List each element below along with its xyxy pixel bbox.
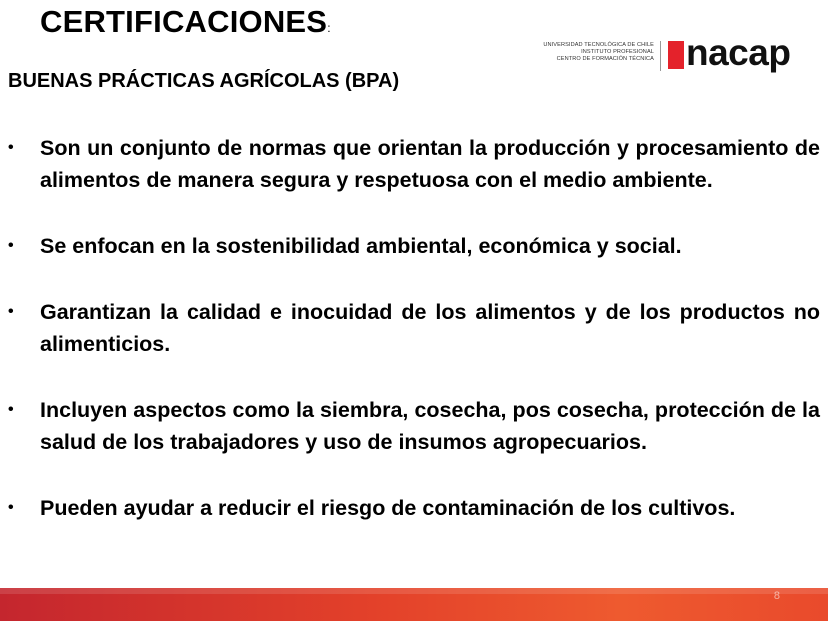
bullet-item — [8, 296, 820, 360]
logo-line-university: UNIVERSIDAD TECNOLÓGICA DE CHILE — [543, 42, 654, 48]
bullet-dot-icon: • — [8, 303, 14, 320]
bullet-list — [8, 132, 820, 558]
bullet-text: Se enfocan en la sostenibilidad ambiental, económica y social. — [40, 234, 682, 258]
logo-line-cft: CENTRO DE FORMACIÓN TÉCNICA — [556, 56, 654, 62]
slide-title-text: CERTIFICACIONES — [40, 4, 328, 39]
slide-title-colon: : — [327, 21, 331, 35]
bullet-dot-icon: • — [8, 401, 14, 418]
footer-band — [0, 588, 828, 621]
bullet-text: Incluyen aspectos como la siembra, cosecha, pos cosecha, protección de la salud de los trabajadores y uso de insumos agropecuarios. — [40, 398, 820, 454]
inacap-logo — [536, 32, 798, 78]
bullet-item — [8, 394, 820, 458]
bullet-dot-icon: • — [8, 237, 14, 254]
bullet-text: Son un conjunto de normas que orientan la producción y procesamiento de alimentos de manera segura y respetuosa con el medio ambiente. — [40, 136, 820, 192]
logo-separator — [660, 41, 661, 71]
logo-red-mark-icon — [668, 41, 684, 69]
bullet-item — [8, 132, 820, 196]
bullet-text: Garantizan la calidad e inocuidad de los alimentos y de los productos no alimenticios. — [40, 300, 820, 356]
bullet-text: Pueden ayudar a reducir el riesgo de contaminación de los cultivos. — [40, 496, 736, 520]
bullet-item — [8, 230, 820, 262]
slide-title — [40, 4, 331, 40]
bullet-item — [8, 492, 820, 524]
logo-line-institute: INSTITUTO PROFESIONAL — [581, 49, 654, 55]
logo-institution-lines — [536, 42, 654, 63]
bullet-dot-icon: • — [8, 499, 14, 516]
slide-subtitle: BUENAS PRÁCTICAS AGRÍCOLAS (BPA) — [8, 70, 400, 92]
page-number: 8 — [773, 590, 780, 602]
bullet-dot-icon: • — [8, 139, 14, 156]
logo-wordmark: nacap — [686, 32, 791, 73]
